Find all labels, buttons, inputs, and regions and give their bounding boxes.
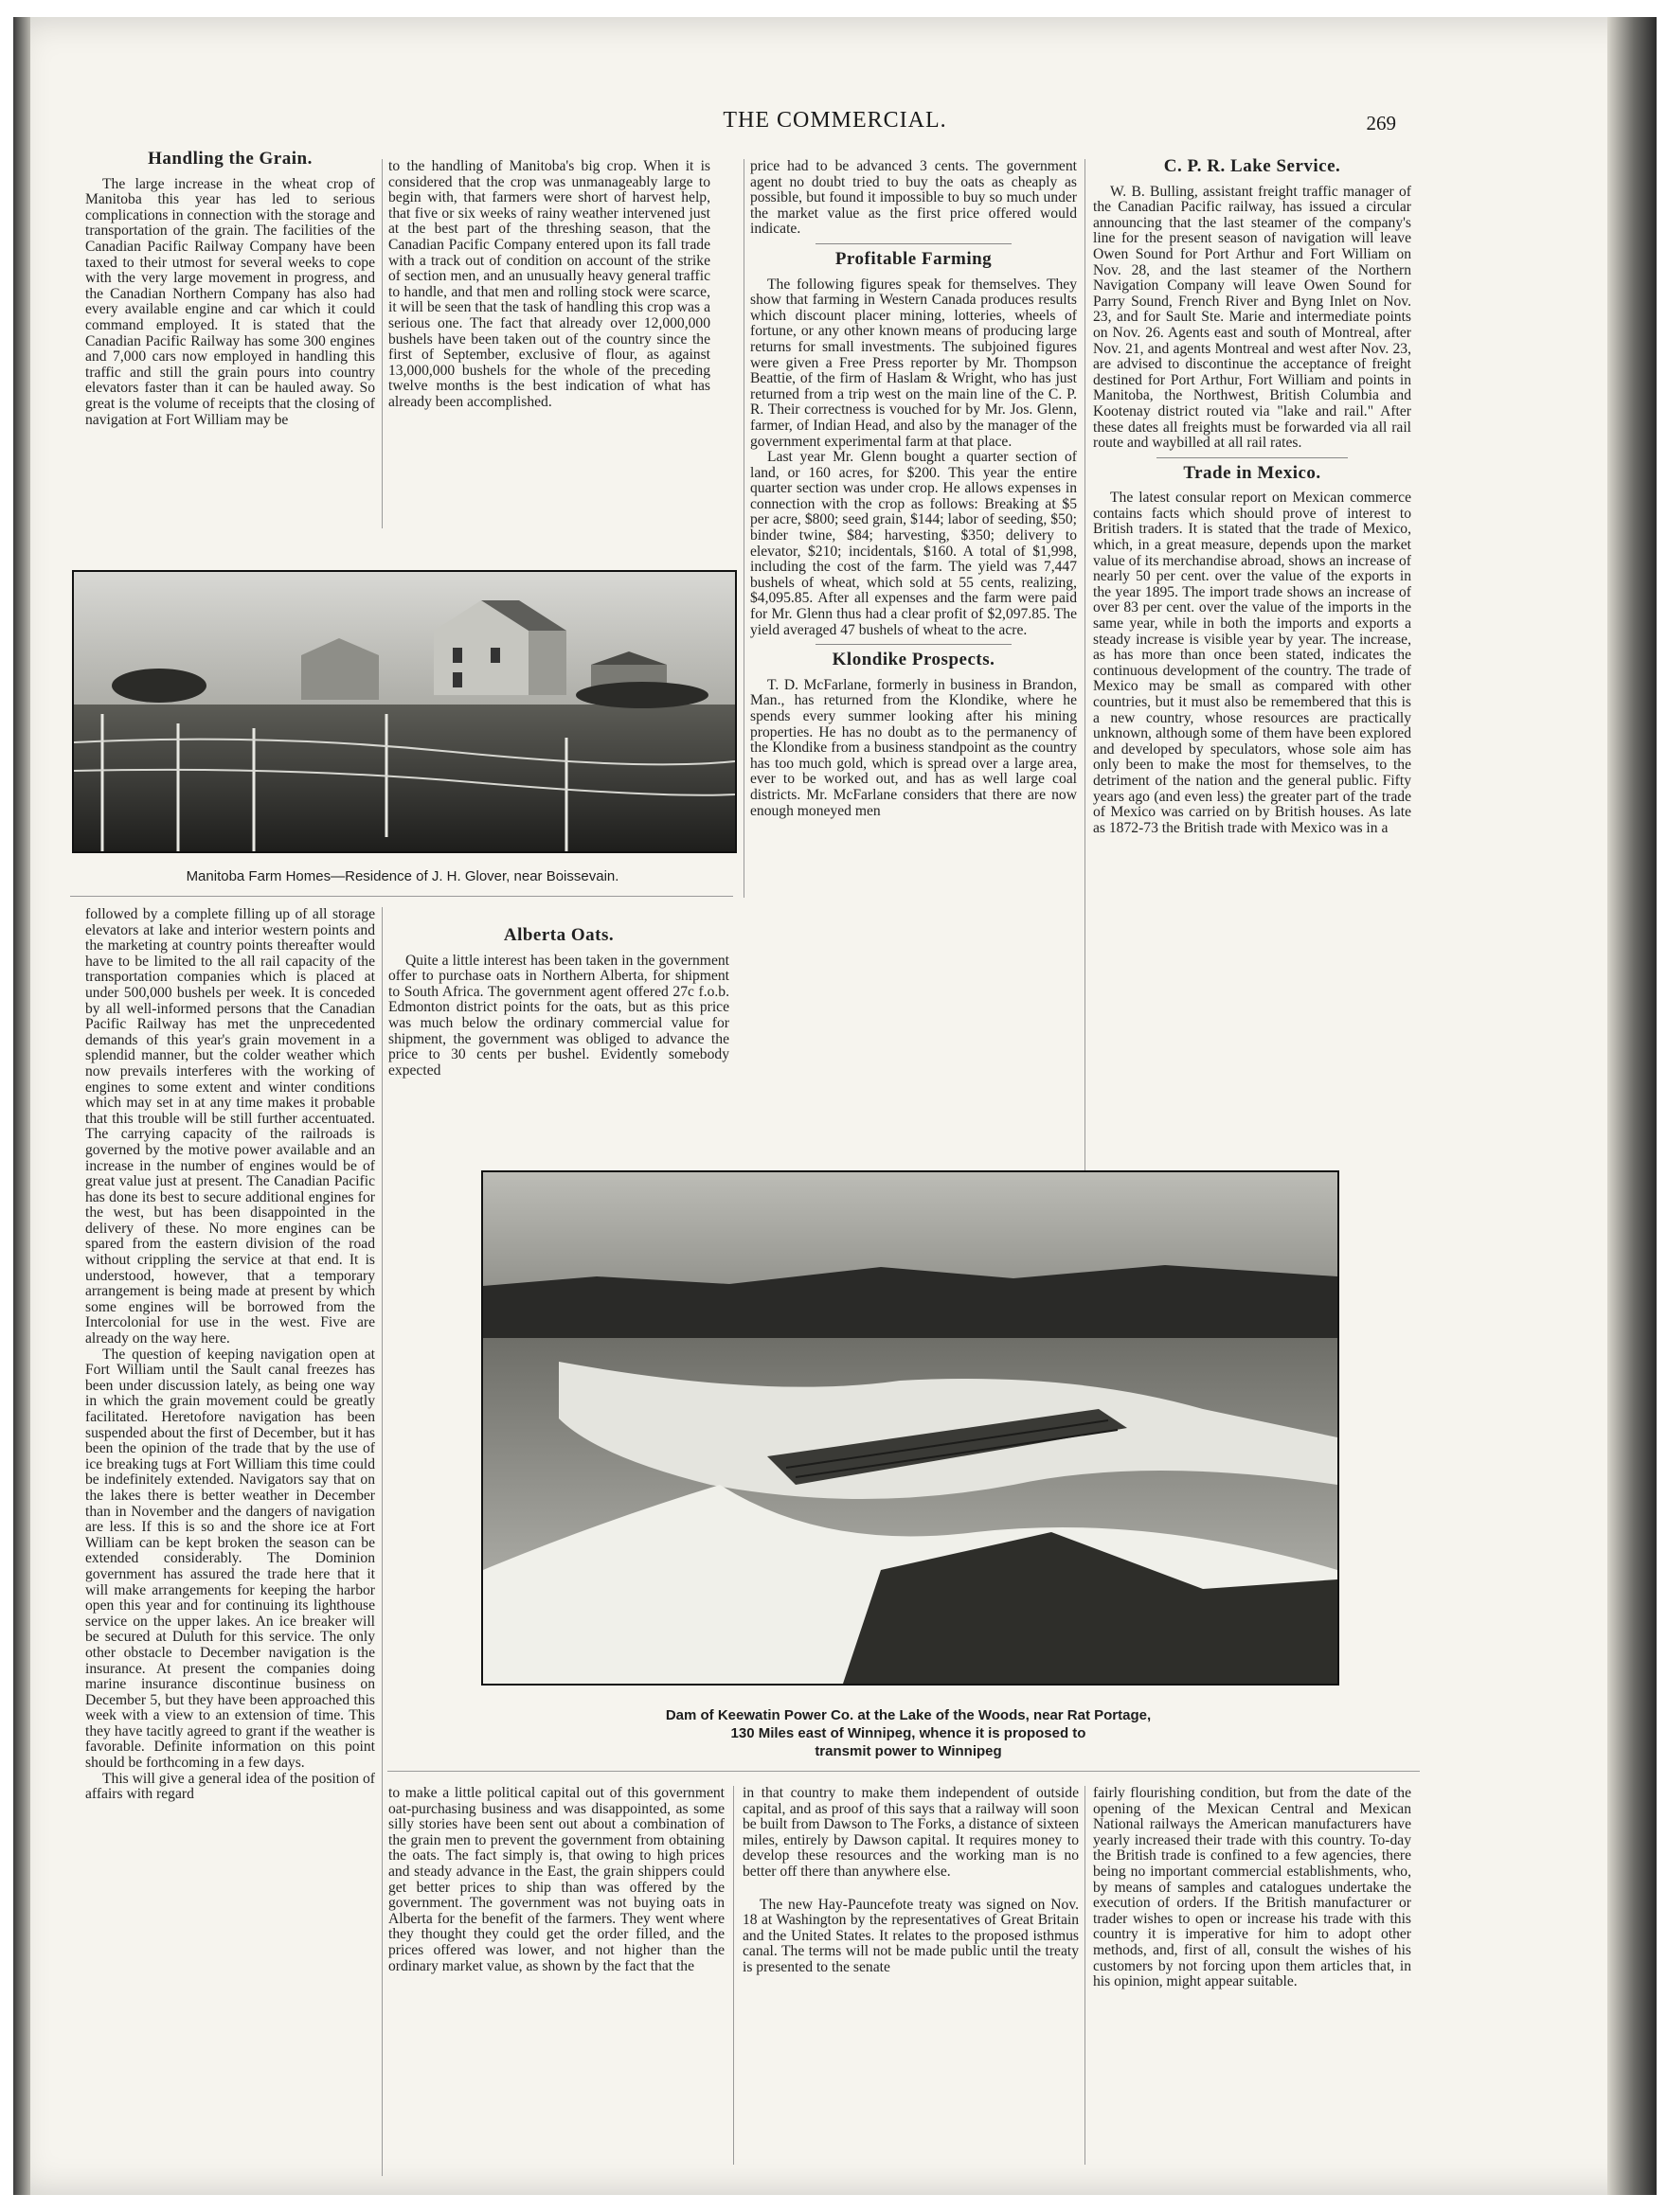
handling-paragraph-5: This will give a general idea of the position of affairs with regard — [85, 1770, 375, 1803]
dam-photo-inscription: DAM ON WINNIPEG RIVER — [597, 1657, 726, 1667]
mexico-paragraph-1: The latest consular report on Mexican commerce contains facts which should prove of interest to British traders. It is stated that the trade of Mexico, which, in a great measure, depends upon the market value of its merchandise abroad, shows an increase of nearly 50 per cent. over the value of the exports in the year 1895. The import trade shows an increase of over 83 per cent. over the value of the imports in the same year, while in both the imports and exports a steady increase is visible year by year. The increase, as has more than once been stated, indicates the continuous development of the country. The trade of Mexico may be small as compared with other countries, but it must also be remembered that this is a new country, whose resources are practically unknown, although some of them have been explored and developed by speculators, whose sole aim has only been to make the most for themselves, to the detriment of the nation and the general public. Fifty years ago (and even less) the greater part of the trade of Mexico was carried on by British houses. As late as 1872-73 the British trade with Mexico was in a — [1093, 490, 1411, 836]
caption-rule — [70, 896, 733, 897]
alberta-paragraph-2: to make a little political capital out of this government oat-purchasing business and was disappointed, as some silly stories have been sent out about a combination of the grain men to prevent the government from obtaining the oats. The fact simply is, that owing to high prices and steady advance in the East, the grain shippers could get better prices to ship than was offered by the government. The government was not buying oats in Alberta for the benefit of the farmers. They went where they thought they could get the order filled, and the prices offered was lower, and not higher than the ordinary market value, as shown by the fact that the — [388, 1785, 725, 1974]
headline-klondike: Klondike Prospects. — [832, 650, 995, 670]
column-divider — [733, 1786, 734, 2165]
dam-caption-line-3: transmit power to Winnipeg — [815, 1743, 1002, 1759]
headline-alberta-oats: Alberta Oats. — [503, 925, 615, 945]
cpr-paragraph-1: W. B. Bulling, assistant freight traffic manager of the Canadian Pacific railway, has issued a circular announcing that the last steamer of the company's line for the present season of navigation will leave Owen Sound for Port Arthur and Fort William on Nov. 28, and the last steamer of the Northern Navigation Company will leave Owen Sound for Parry Sound, French River and Byng Inlet on Nov. 23, and for Sault Ste. Marie and intermediate points on Nov. 26. Agents east and south of Montreal, after Nov. 21, and agents Montreal and west after Nov. 23, are advised to discontinue the acceptance of freight destined for Port Arthur, Fort William and points in Manitoba, the Northwest, British Columbia and Kootenay district routed via "lake and rail." After these dates all freights must be forwarded via all rail route and waybilled at all rail rates. — [1093, 183, 1411, 452]
column-handling-cont — [388, 159, 710, 411]
dam-photo-caption — [481, 1706, 1335, 1760]
column-handling-top — [85, 149, 375, 428]
column-divider — [1084, 1786, 1085, 2165]
column-alberta-lower — [388, 1786, 725, 1974]
klondike-paragraph-2: in that country to make them independent of outside capital, and as proof of this says that a railway will soon be built from Dawson to The Forks, a distance of sixteen miles, entirely by Dawson capital. It requires money to develop these resources and the working man is no better off there than anywhere else. — [743, 1785, 1079, 1880]
mexico-paragraph-2: fairly flourishing condition, but from the date of the opening of the Mexican Central and Mexican National railways the American manufacturers have yearly increased their trade with this country. To-day the British trade is confined to a few agencies, there being no important commercial establishments, who, by means of samples and catalogues undertake the execution of orders. If the British manufacturer or trader wishes to open or increase his trade with this country it is imperative for him to adopt other methods, and, first of all, consult the wishes of his customers by not forcing upon them articles that, in his opinion, might appear suitable. — [1093, 1785, 1411, 1990]
handling-paragraph-2: to the handling of Manitoba's big crop. When it is considered that the crop was unmanageably large to begin with, that farmers were short of harvest help, that five or six weeks of rainy weather intervened just at the best part of the threshing season, that the Canadian Pacific Company entered upon its fall trade with a track out of condition on account of the strike of section men, and an unusually heavy general traffic to handle, and that men and rolling stock were scarce, it will be seen that the task of handling this crop was a serious one. The fact that already over 12,000,000 bushels have been taken out of the country since the first of September, exclusive of flour, as against 13,000,000 bushels for the whole of the preceding twelve months is the best indication of what has already been accomplished. — [388, 158, 710, 410]
dam-photo-illustration — [483, 1172, 1337, 1684]
column-three — [750, 159, 1077, 819]
dam-photo — [481, 1170, 1339, 1686]
section-rule — [816, 644, 1012, 645]
column-mexico-lower — [1093, 1786, 1411, 1990]
handling-paragraph-4: The question of keeping navigation open at Fort William until the Sault canal freezes has been under discussion lately, as being one way in which the grain movement could be greatly facilitated. Heretofore navigation has been suspended about the first of December, but it has been the opinion of the trade that by the use of ice breaking tugs at Fort William this time could be indefinitely extended. Navigators say that on the lakes there is better weather in December than in November and the dangers of navigation are less. If this is so and the shore ice at Fort William can be kept broken the season can be extended considerably. The Dominion government has assured the trade here that it will make arrangements for keeping the harbor open this year and for continuing its lighthouse service on the upper lakes. An ice breaker will be secured at Duluth for this service. The only other obstacle to December navigation is the insurance. At present the companies doing marine insurance discontinue business on December 5, but they have been approached this week with a view to an extension of time. This they have tacitly agreed to grant if the weather is favorable. Definite information on this point should be forthcoming in a few days. — [85, 1346, 375, 1772]
farm-photo-caption: Manitoba Farm Homes—Residence of J. H. Glover, near Boissevain. — [186, 868, 619, 884]
scan-gutter-left — [13, 17, 30, 2195]
column-four — [1093, 156, 1411, 836]
page-number: 269 — [1366, 112, 1396, 134]
section-rule — [816, 243, 1012, 244]
headline-handling-grain: Handling the Grain. — [148, 149, 313, 169]
dam-caption-line-2: 130 Miles east of Winnipeg, whence it is proposed to — [730, 1725, 1086, 1741]
column-divider — [382, 907, 383, 2176]
farm-photo-illustration — [74, 572, 735, 851]
section-rule — [1156, 457, 1348, 458]
klondike-paragraph-1: T. D. McFarlane, formerly in business in Brandon, Man., has returned from the Klondike, where he spends every summer looking after his mining properties. He has no doubt as to the permanency of the Klondike from a business standpoint as the country has too much gold, which is spread over a large area, ever to be worked out, and has as well large coal districts. Mr. McFarlane considers that there are now enough moneyed men — [750, 676, 1077, 819]
column-divider — [382, 159, 383, 528]
column-handling-lower — [85, 907, 375, 1803]
caption-rule — [387, 1771, 1420, 1772]
scan-gutter-right — [1607, 17, 1657, 2195]
farming-paragraph-1: The following figures speak for themselves. They show that farming in Western Canada produces results which discount placer mining, lotteries, wheels of fortune, or any other known means of producing large returns for small investments. The subjoined figures were given a Free Press reporter by Mr. Thompson Beattie, of the firm of Haslam & Wright, who has just returned from a trip west on the main line of the C. P. R. Their correctness is vouched for by Mr. Jos. Glenn, farmer, of Indian Head, and also by the manager of the government experimental farm at that place. — [750, 276, 1077, 450]
alberta-paragraph-1: Quite a little interest has been taken in the government offer to purchase oats in Northern Alberta, for shipment to South Africa. The government agent offered 27c f.o.b. Edmonton district points for the oats, but as this price was much below the ordinary commercial value for shipment, the government was obliged to advance the price to 30 cents per bushel. Evidently somebody expected — [388, 952, 729, 1079]
headline-trade-mexico: Trade in Mexico. — [1183, 462, 1321, 483]
running-head: THE COMMERCIAL. — [723, 108, 947, 133]
klondike-paragraph-3: The new Hay-Pauncefote treaty was signed on Nov. 18 at Washington by the representatives of Great Britain and the United States. It relates to the proposed isthmus canal. The terms will not be made public until the treaty is presented to the senate — [743, 1896, 1079, 1975]
column-klondike-lower — [743, 1786, 1079, 1976]
farm-homes-photo — [72, 570, 737, 853]
handling-paragraph-3: followed by a complete filling up of all storage elevators at lake and interior western points and the marketing at country points thereafter would have to be limited to the all rail capacity of the transportation companies which is placed at under 500,000 bushels per week. It is conceded by all well-informed persons that the Canadian Pacific Railway has met the unprecedented demands of this year's grain movement in a splendid manner, but the colder weather which now prevails interferes with the working of engines to some extent and winter conditions which may set in at any time makes it probable that this trouble will be still further accentuated. The carrying capacity of the railroads is governed by the motive power available and an increase in the number of engines would be of great value just at present. The Canadian Pacific has done its best to secure additional engines for the west, but has been disappointed in the delivery of these. No more engines can be spared from the eastern division of the road without crippling the service at that end. It is understood, however, that a temporary arrangement is being made at present by which some engines will be borrowed from the Intercolonial for use in the west. Five are already on the way here. — [85, 906, 375, 1347]
headline-profitable-farming: Profitable Farming — [834, 248, 993, 269]
column-alberta — [388, 925, 729, 1079]
dam-caption-line-1: Dam of Keewatin Power Co. at the Lake of the Woods, near Rat Portage, — [665, 1707, 1152, 1723]
headline-cpr-lake-service: C. P. R. Lake Service. — [1163, 156, 1341, 176]
handling-paragraph-1: The large increase in the wheat crop of Manitoba this year has led to serious complications in connection with the storage and transportation of the grain. The facilities of the Canadian Pacific Railway Company have been taxed to their utmost for several weeks to cope with the very large movement in progress, and the Canadian Northern Company has also had every available engine and car which it could command employed. It is stated that the Canadian Pacific Railway has some 300 engines and 7,000 cars now employed in handling this traffic and still the grain pours into country elevators faster than it can be hauled away. So great is the volume of receipts that the closing of navigation at Fort William may be — [85, 175, 375, 428]
newspaper-page — [13, 17, 1657, 2195]
farming-paragraph-2: Last year Mr. Glenn bought a quarter section of land, or 160 acres, for $200. This year the entire quarter section was under crop. He allows expenses in connection with the crop as follows: Breaking at $5 per acre, $800; seed grain, $144; labor of seeding, $50; binder twine, $84; harvesting, $350; delivery to elevator, $210; incidentals, $160. A total of $1,998, including the cost of the farm. The yield was 7,447 bushels of wheat, which sold at 55 cents, realizing, $4,095.85. After all expenses and the farm were paid for Mr. Glenn thus had a clear profit of $2,097.85. The yield averaged 47 bushels of wheat to the acre. — [750, 449, 1077, 638]
alberta-paragraph-3: price had to be advanced 3 cents. The government agent no doubt tried to buy the oats as cheaply as possible, but found it impossible to buy so much under the market value as the first price offered would indicate. — [750, 158, 1077, 238]
